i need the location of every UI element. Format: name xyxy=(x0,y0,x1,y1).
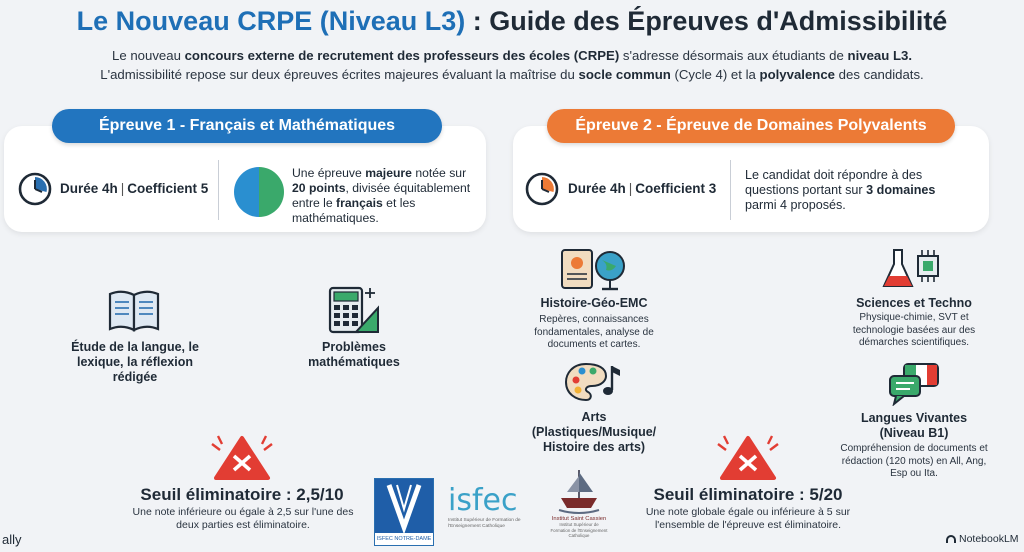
footer-left-text: ally xyxy=(2,532,22,547)
divider xyxy=(730,160,731,220)
speech-bubbles-icon xyxy=(888,362,942,406)
logo-emblem-icon xyxy=(375,479,433,533)
domain-text-langues: Compréhension de documents et rédaction (120 mots) en All, Ang, Esp ou Ita. xyxy=(840,443,988,479)
logo-isfec-notre-dame: ISFEC NOTRE-DAME xyxy=(374,478,434,546)
calculator-icon xyxy=(326,284,382,336)
seuil-text-1: Une note inférieure ou égale à 2,5 sur l'une des deux parties est éliminatoire. xyxy=(132,506,354,531)
intro-text xyxy=(20,46,1004,84)
notebooklm-logo-icon xyxy=(946,535,956,543)
history-globe-icon xyxy=(558,246,630,292)
domain-title-langues: Langues Vivantes (Niveau B1) xyxy=(860,411,968,440)
page-title: Le Nouveau CRPE (Niveau L3) : Guide des Épreuves d'Admissibilité xyxy=(76,6,948,36)
intro-line-1: Le nouveau concours externe de recrutement des professeurs des écoles (CRPE) s'adresse désormais aux étudiants de niveau L3. xyxy=(111,48,913,63)
epreuve2-meta: Durée 4h | Coefficient 3 xyxy=(568,181,717,196)
epreuve1-title-pill: Épreuve 1 - Français et Mathématiques xyxy=(52,109,442,143)
clock-icon xyxy=(18,172,52,206)
part-label-francais: Étude de la langue, le lexique, la réflexion rédigée xyxy=(71,340,199,384)
epreuve2-title-pill: Épreuve 2 - Épreuve de Domaines Polyvalents xyxy=(547,109,955,143)
part-label-maths: Problèmes mathématiques xyxy=(308,340,400,369)
divider xyxy=(218,160,219,220)
seuil-title-2: Seuil éliminatoire : 5/20 xyxy=(653,485,843,504)
ship-emblem-icon xyxy=(555,466,603,516)
warning-icon xyxy=(210,434,274,482)
science-chip-icon xyxy=(882,246,944,292)
epreuve1-meta: Durée 4h | Coefficient 5 xyxy=(60,181,209,196)
warning-icon xyxy=(716,434,780,482)
epreuve1-description: Une épreuve majeure notée sur 20 points, divisée équitablement entre le français et les mathématiques. xyxy=(292,166,471,225)
notebooklm-brand: NotebookLM xyxy=(946,533,1019,545)
book-icon xyxy=(106,286,162,334)
domain-title-arts: Arts (Plastiques/Musique/ Histoire des arts) xyxy=(531,410,657,454)
seuil-text-2: Une note globale égale ou inférieure à 5 sur l'ensemble de l'épreuve est éliminatoire. xyxy=(645,506,851,531)
epreuve2-description: Le candidat doit répondre à des questions portant sur 3 domaines parmi 4 proposés. xyxy=(745,168,936,212)
clock-icon xyxy=(525,172,559,206)
intro-line-2: L'admissibilité repose sur deux épreuves écrites majeures évaluant la maîtrise du socle commun (Cycle 4) et la polyvalence des candidats. xyxy=(100,67,924,82)
domain-title-histoire: Histoire-Géo-EMC xyxy=(540,296,648,310)
split-pie-icon xyxy=(232,165,286,219)
domain-text-sciences: Physique-chimie, SVT et technologie basées aur des démarches scientifiques. xyxy=(852,312,976,348)
logo-saint-cassien: Institut Saint Cassien Institut Supérieur de Formation de l'Enseignement Catholique xyxy=(550,466,608,546)
domain-title-sciences: Sciences et Techno xyxy=(856,296,972,310)
palette-music-icon xyxy=(564,360,624,404)
domain-text-histoire: Repères, connaissances fondamentales, analyse de documents et cartes. xyxy=(534,314,654,350)
logo-isfec: isfec Institut Supérieur de Formation de l'Enseignement Catholique xyxy=(448,483,521,529)
seuil-title-1: Seuil éliminatoire : 2,5/10 xyxy=(140,485,344,504)
